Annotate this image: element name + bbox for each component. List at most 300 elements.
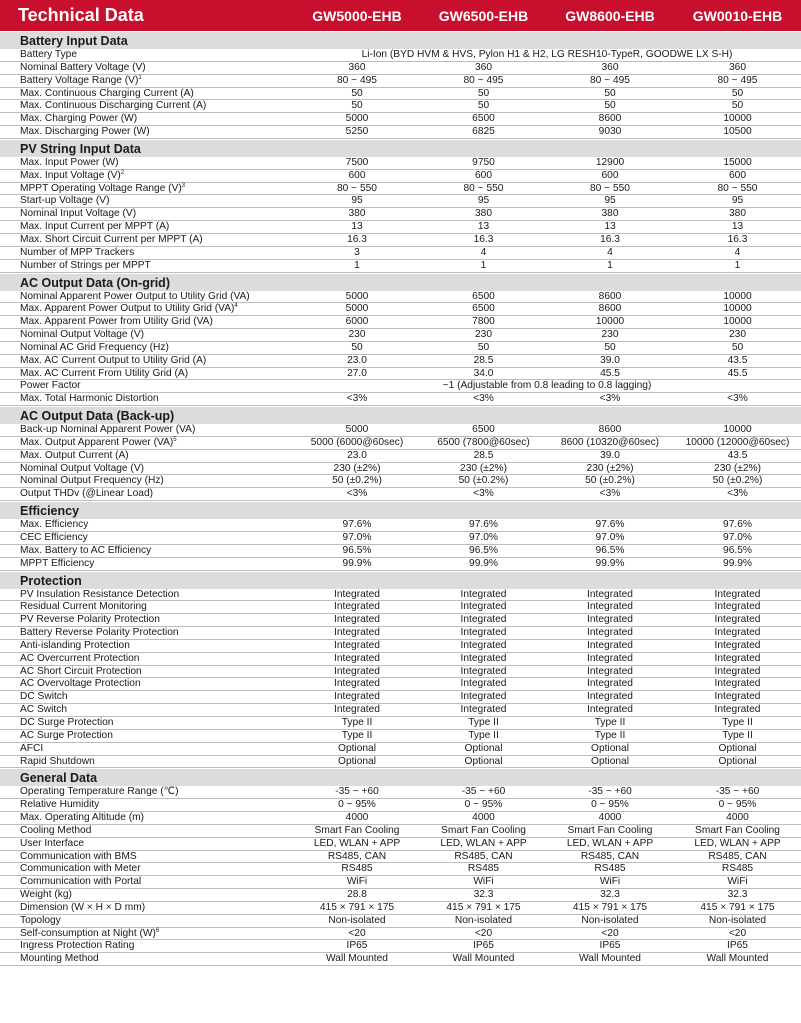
spec-value: <3% <box>727 393 748 405</box>
spec-value: LED, WLAN + APP <box>440 837 527 849</box>
spec-value: 4000 <box>472 812 495 824</box>
spec-label-text: AFCI <box>20 742 44 754</box>
spec-label-text: Nominal Apparent Power Output to Utility Grid (VA) <box>20 290 250 302</box>
spec-value: <3% <box>599 393 621 405</box>
spec-row <box>0 545 801 558</box>
spec-value: Integrated <box>334 678 380 690</box>
spec-value: Smart Fan Cooling <box>441 824 526 836</box>
spec-label <box>20 329 290 342</box>
spec-value: LED, WLAN + APP <box>694 837 781 849</box>
spec-value: 15000 <box>723 156 752 168</box>
spec-label-text: Residual Current Monitoring <box>20 601 147 613</box>
spec-value: 6500 (7800@60sec) <box>437 436 530 448</box>
spec-row <box>0 221 801 234</box>
spec-row <box>0 627 801 640</box>
spec-value: 600 <box>475 169 492 181</box>
spec-value: 10000 <box>723 290 752 302</box>
spec-value: 6500 <box>472 303 495 315</box>
model-header-gw5000: GW5000-EHB <box>312 7 402 24</box>
spec-row <box>0 75 801 88</box>
footnote-marker: 4 <box>234 303 238 310</box>
spec-value: 360 <box>475 61 492 73</box>
spec-value: 97.0% <box>342 532 372 543</box>
spec-label <box>20 49 290 62</box>
spec-value: 230 <box>729 329 746 341</box>
spec-value: WiFi <box>727 876 748 888</box>
spec-value: Optional <box>338 742 376 754</box>
spec-label-text: Communication with Portal <box>20 876 142 888</box>
spec-label-text: User Interface <box>20 837 84 849</box>
spec-row <box>0 653 801 666</box>
spec-value: 8600 <box>598 424 622 436</box>
spec-value: 7800 <box>472 316 495 328</box>
spec-row <box>0 601 801 614</box>
spec-row <box>0 183 801 196</box>
spec-value: 95 <box>604 195 616 207</box>
model-header-gw8600: GW8600-EHB <box>565 7 655 24</box>
spec-value: 4 <box>734 246 741 258</box>
spec-value: 10000 (12000@60sec) <box>685 436 790 448</box>
spec-row <box>0 488 801 501</box>
spec-value: Non-isolated <box>454 914 513 926</box>
spec-value: 97.6% <box>469 519 498 531</box>
spec-value: WiFi <box>599 876 621 888</box>
spec-label-text: PV Insulation Resistance Detection <box>20 588 180 600</box>
spec-label <box>20 519 290 532</box>
footnote-marker: 6 <box>155 927 160 934</box>
spec-label <box>20 475 290 488</box>
spec-label <box>20 450 290 463</box>
spec-value: Integrated <box>460 665 507 677</box>
spec-value: Integrated <box>460 704 507 716</box>
spec-value: -35 ~ +60 <box>461 786 506 798</box>
spec-row <box>0 380 801 393</box>
spec-value: Non-isolated <box>328 914 386 926</box>
spec-value: Integrated <box>334 627 380 639</box>
spec-label-text: AC Switch <box>20 704 67 716</box>
spec-row <box>0 812 801 825</box>
spec-row <box>0 558 801 571</box>
spec-value: 5000 <box>345 113 369 125</box>
spec-label-text: Battery Type <box>20 49 78 60</box>
spec-label-text: Anti-islanding Protection <box>20 639 130 651</box>
spec-value: IP65 <box>599 940 621 952</box>
spec-value-all-models: Li-Ion (BYD HVM & HVS, Pylon H1 & H2, LG RESH10-TypeR, GOODWE LX S-H) <box>361 49 733 60</box>
spec-label <box>20 589 290 602</box>
spec-value: Type II <box>341 716 373 728</box>
spec-value: 96.5% <box>595 544 625 556</box>
spec-value: 97.6% <box>595 519 625 531</box>
spec-label-text: AC Short Circuit Protection <box>20 665 142 677</box>
spec-label <box>20 100 290 113</box>
spec-value: Integrated <box>460 652 507 664</box>
spec-value: Optional <box>591 755 629 767</box>
spec-value: 50 <box>731 100 744 112</box>
spec-value: 5000 (6000@60sec) <box>310 436 404 448</box>
section-heading: Protection <box>0 571 801 589</box>
spec-value: 8600 <box>598 290 622 302</box>
spec-value: 4000 <box>345 812 369 824</box>
spec-value: Optional <box>338 755 376 767</box>
spec-value: 10000 <box>723 316 752 328</box>
spec-value: 10000 <box>595 316 625 328</box>
spec-label-text: Max. Discharging Power (W) <box>20 126 150 138</box>
spec-value: RS485 <box>594 863 626 875</box>
spec-label-text: Communication with BMS <box>20 850 137 862</box>
spec-label-text: Nominal AC Grid Frequency (Hz) <box>20 341 169 353</box>
spec-label <box>20 532 290 545</box>
spec-value: Integrated <box>714 678 761 690</box>
spec-label-text: Max. Efficiency <box>20 519 89 531</box>
spec-value: Type II <box>341 729 373 741</box>
spec-value: Type II <box>594 729 626 741</box>
spec-label <box>20 812 290 825</box>
spec-value: 50 <box>351 341 363 353</box>
spec-value: 13 <box>604 221 616 233</box>
spec-value: 5000 <box>345 424 369 436</box>
spec-value: 39.0 <box>600 354 620 366</box>
spec-value: 10000 <box>723 424 752 436</box>
spec-value: 99.9% <box>469 557 498 569</box>
spec-label <box>20 368 290 381</box>
spec-value: RS485 <box>341 863 373 875</box>
spec-value: -35 ~ +60 <box>715 786 760 798</box>
spec-row <box>0 640 801 653</box>
spec-row <box>0 589 801 602</box>
spec-label <box>20 863 290 876</box>
spec-value: 9750 <box>472 156 495 168</box>
spec-row <box>0 838 801 851</box>
spec-value: 80 ~ 495 <box>590 74 630 86</box>
spec-value: Type II <box>468 729 499 741</box>
section-heading: General Data <box>0 768 801 786</box>
spec-row <box>0 450 801 463</box>
spec-value: 99.9% <box>723 557 752 569</box>
spec-row <box>0 730 801 743</box>
spec-value: Integrated <box>587 639 633 651</box>
spec-label <box>20 730 290 743</box>
spec-label-text: DC Switch <box>20 691 68 703</box>
spec-value: Integrated <box>334 588 380 600</box>
spec-value: Integrated <box>714 639 761 651</box>
spec-value: 27.0 <box>347 367 367 379</box>
spec-value: 50 <box>477 100 490 112</box>
spec-value: 99.9% <box>342 557 372 569</box>
spec-value: Integrated <box>714 704 761 716</box>
spec-label <box>20 170 290 183</box>
spec-row <box>0 717 801 730</box>
spec-value: 32.3 <box>727 889 748 901</box>
spec-row <box>0 614 801 627</box>
spec-value: 0 ~ 95% <box>464 799 503 811</box>
spec-value: 28.5 <box>473 354 494 366</box>
spec-row <box>0 678 801 691</box>
spec-value: 80 ~ 495 <box>337 74 377 86</box>
spec-value: <3% <box>346 488 368 500</box>
spec-value: Integrated <box>587 678 633 690</box>
spec-value: 230 (±2%) <box>460 462 507 474</box>
spec-label-text: Number of MPP Trackers <box>20 246 135 258</box>
spec-label <box>20 437 290 450</box>
spec-label-text: PV Reverse Polarity Protection <box>20 614 160 626</box>
spec-value: Integrated <box>714 614 761 626</box>
spec-label <box>20 928 290 941</box>
section-heading: AC Output Data (Back-up) <box>0 406 801 424</box>
spec-row <box>0 49 801 62</box>
spec-value: Wall Mounted <box>326 953 388 965</box>
spec-label <box>20 221 290 234</box>
spec-value: 45.5 <box>600 367 620 379</box>
spec-value: 9030 <box>598 126 622 138</box>
spec-value: Integrated <box>714 588 761 600</box>
spec-value: Integrated <box>714 691 761 703</box>
spec-value: 97.0% <box>723 532 752 543</box>
spec-value: Integrated <box>334 639 380 651</box>
spec-value: 1 <box>607 259 613 271</box>
spec-label-text: Ingress Protection Rating <box>20 940 135 952</box>
spec-value: <20 <box>348 927 366 939</box>
spec-row <box>0 863 801 876</box>
spec-label <box>20 601 290 614</box>
spec-label-text: Max. Continuous Discharging Current (A) <box>20 100 207 112</box>
spec-value: 415 × 791 × 175 <box>446 901 521 913</box>
spec-value: 360 <box>729 61 746 73</box>
spec-value: 96.5% <box>469 544 498 556</box>
spec-label <box>20 393 290 406</box>
spec-value: Type II <box>722 716 753 728</box>
spec-value: 230 (±2%) <box>333 462 381 474</box>
spec-value: 380 <box>601 208 619 220</box>
spec-label-text: Battery Voltage Range (V) <box>20 74 139 86</box>
spec-row <box>0 915 801 928</box>
spec-value: Integrated <box>460 639 507 651</box>
spec-label <box>20 545 290 558</box>
spec-value: 8600 <box>598 113 622 125</box>
spec-value: Integrated <box>334 601 380 613</box>
spec-label <box>20 640 290 653</box>
spec-sheet <box>0 31 801 966</box>
spec-value: LED, WLAN + APP <box>566 837 654 849</box>
spec-value: Integrated <box>460 691 507 703</box>
spec-value: 5000 <box>345 290 369 302</box>
section-heading: AC Output Data (On-grid) <box>0 273 801 291</box>
spec-label-text: Battery Reverse Polarity Protection <box>20 627 179 639</box>
spec-value: 13 <box>351 221 363 233</box>
spec-row <box>0 799 801 812</box>
spec-label-text: Max. Output Current (A) <box>20 449 129 461</box>
spec-label <box>20 678 290 691</box>
spec-value: 8600 (10320@60sec) <box>560 436 660 448</box>
spec-value: Integrated <box>587 588 633 600</box>
spec-value: 39.0 <box>600 449 620 461</box>
spec-label-text: Max. Output Apparent Power (VA) <box>20 436 174 448</box>
spec-value: 230 <box>348 329 366 341</box>
spec-label-text: Max. Operating Altitude (m) <box>20 812 144 824</box>
spec-value: Non-isolated <box>708 914 767 926</box>
spec-label <box>20 260 290 273</box>
spec-value: Wall Mounted <box>452 953 515 965</box>
spec-value: 80 ~ 495 <box>717 74 758 86</box>
spec-label-text: Max. Total Harmonic Distortion <box>20 393 159 405</box>
spec-value: 6000 <box>345 316 369 328</box>
spec-value: RS485, CAN <box>327 850 387 862</box>
spec-label-text: CEC Efficiency <box>20 532 88 543</box>
spec-value: 80 ~ 550 <box>337 182 377 194</box>
spec-value: 4 <box>607 246 613 258</box>
spec-value: 6825 <box>472 126 495 138</box>
spec-label <box>20 234 290 247</box>
spec-row <box>0 329 801 342</box>
spec-value: 23.0 <box>347 354 367 366</box>
spec-value: Integrated <box>334 665 380 677</box>
spec-label-text: MPPT Efficiency <box>20 557 95 569</box>
spec-value: 45.5 <box>727 367 748 379</box>
spec-row <box>0 532 801 545</box>
spec-label-text: Topology <box>20 914 61 926</box>
spec-value: 600 <box>729 169 746 181</box>
spec-label-text: Start-up Voltage (V) <box>20 195 110 207</box>
spec-row <box>0 889 801 902</box>
spec-value: 1 <box>480 259 487 271</box>
spec-label-text: Max. Battery to AC Efficiency <box>20 544 152 556</box>
spec-value: Integrated <box>587 665 633 677</box>
spec-value: 380 <box>475 208 492 220</box>
spec-value: 380 <box>729 208 746 220</box>
spec-label-text: Nominal Battery Voltage (V) <box>20 61 146 73</box>
spec-label <box>20 786 290 799</box>
spec-label <box>20 940 290 953</box>
spec-value: Integrated <box>460 627 507 639</box>
spec-value: 50 (±0.2%) <box>332 475 382 487</box>
spec-value: RS485, CAN <box>708 850 767 862</box>
spec-value: 43.5 <box>727 449 748 461</box>
spec-label <box>20 876 290 889</box>
spec-label-text: Operating Temperature Range (℃) <box>20 786 179 798</box>
spec-value: Integrated <box>587 704 633 716</box>
spec-value: 10000 <box>723 303 752 315</box>
spec-label-text: MPPT Operating Voltage Range (V) <box>20 182 182 194</box>
spec-label <box>20 825 290 838</box>
spec-label <box>20 627 290 640</box>
spec-value: <20 <box>474 927 493 939</box>
spec-row <box>0 691 801 704</box>
spec-label <box>20 113 290 126</box>
spec-value: <20 <box>601 927 619 939</box>
spec-label <box>20 666 290 679</box>
spec-row <box>0 234 801 247</box>
spec-label <box>20 75 290 88</box>
spec-value: IP65 <box>346 940 368 952</box>
spec-row <box>0 437 801 450</box>
spec-value: 28.5 <box>473 449 494 461</box>
spec-value: 16.3 <box>600 233 620 245</box>
spec-value: 50 <box>477 341 490 353</box>
spec-value: 23.0 <box>347 449 367 461</box>
technical-data-header <box>0 0 801 31</box>
spec-label <box>20 316 290 329</box>
spec-value: 99.9% <box>595 557 625 569</box>
spec-row <box>0 88 801 101</box>
spec-value: 97.6% <box>723 519 752 531</box>
spec-value: 95 <box>731 195 744 207</box>
spec-value: Integrated <box>334 704 380 716</box>
spec-label-text: AC Overvoltage Protection <box>20 678 141 690</box>
spec-label-text: Self-consumption at Night (W) <box>20 927 156 939</box>
spec-row <box>0 475 801 488</box>
spec-value: Type II <box>722 729 753 741</box>
spec-value: 50 (±0.2%) <box>712 475 763 487</box>
spec-label <box>20 756 290 769</box>
spec-value: 415 × 791 × 175 <box>572 901 648 913</box>
footnote-marker: 1 <box>138 74 142 81</box>
spec-value: 230 <box>601 329 619 341</box>
spec-value: 10000 <box>723 113 752 125</box>
spec-label-text: Max. Apparent Power Output to Utility Grid (VA) <box>20 303 235 315</box>
spec-value: Optional <box>464 742 503 754</box>
spec-value: Type II <box>468 716 499 728</box>
spec-label <box>20 653 290 666</box>
spec-value: 80 ~ 550 <box>590 182 630 194</box>
spec-label <box>20 88 290 101</box>
spec-value: 0 ~ 95% <box>338 799 376 811</box>
spec-value: Smart Fan Cooling <box>567 824 653 836</box>
spec-label-text: Cooling Method <box>20 824 92 836</box>
spec-value: 230 <box>475 329 492 341</box>
spec-value: WiFi <box>346 876 368 888</box>
spec-value: Optional <box>464 755 503 767</box>
spec-label <box>20 915 290 928</box>
spec-label <box>20 463 290 476</box>
spec-label <box>20 303 290 316</box>
spec-value: Integrated <box>587 652 633 664</box>
spec-label <box>20 743 290 756</box>
spec-value: <3% <box>473 393 494 405</box>
spec-row <box>0 424 801 437</box>
spec-value: RS485 <box>467 863 500 875</box>
footnote-marker: 3 <box>181 182 186 189</box>
spec-label <box>20 62 290 75</box>
spec-label-text: Back-up Nominal Apparent Power (VA) <box>20 424 196 436</box>
spec-value: Integrated <box>714 627 761 639</box>
spec-label-text: Dimension (W × H × D mm) <box>20 901 146 913</box>
spec-value: 1 <box>354 259 360 271</box>
spec-label <box>20 691 290 704</box>
spec-value: Integrated <box>714 665 761 677</box>
spec-label <box>20 838 290 851</box>
spec-value: 3 <box>354 246 360 258</box>
spec-value: 50 <box>604 87 616 99</box>
spec-value: <3% <box>727 488 748 500</box>
spec-row <box>0 208 801 221</box>
spec-value: 50 <box>731 341 744 353</box>
spec-value: 6500 <box>472 290 495 302</box>
spec-value: 360 <box>348 61 366 73</box>
spec-value: Integrated <box>460 614 507 626</box>
spec-label-text: Max. Charging Power (W) <box>20 113 138 125</box>
spec-row <box>0 157 801 170</box>
spec-label-text: Max. AC Current Output to Utility Grid (A) <box>20 354 207 366</box>
spec-row <box>0 902 801 915</box>
spec-value: RS485 <box>721 863 754 875</box>
spec-value: 50 <box>351 87 363 99</box>
spec-label-text: Nominal Output Voltage (V) <box>20 462 145 474</box>
spec-value: 97.6% <box>342 519 372 531</box>
spec-value: Type II <box>594 716 626 728</box>
spec-value: 97.0% <box>469 532 498 543</box>
spec-value: 80 ~ 495 <box>463 74 504 86</box>
spec-label <box>20 488 290 501</box>
spec-value: Integrated <box>460 601 507 613</box>
